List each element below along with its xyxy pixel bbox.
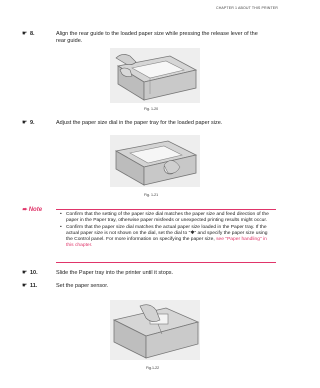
note-bullet: • Confirm that the setting of the paper size dial matches the paper size and feed direction of the paper in the Paper tray, otherwise paper misfeeds or unexpected printing results might occur.: [60, 212, 274, 224]
figure-1-21: [110, 135, 200, 187]
figure-1-22: [110, 300, 200, 360]
note-bullet-text: Confirm that the setting of the paper size dial matches the paper size and feed direction of the paper in the Paper tray, otherwise paper misfeeds or unexpected printing results might occur.: [66, 212, 269, 223]
note-list: [60, 212, 274, 250]
figure-1-20: [110, 48, 200, 103]
step-text: Slide the Paper tray into the printer until it stops.: [56, 270, 174, 276]
figure-caption: Fig. 1-21: [144, 193, 159, 197]
step-number: 9.: [30, 120, 35, 126]
step-number: 8.: [30, 31, 35, 37]
paper-sensor-illustration: [110, 300, 200, 360]
paper-tray-rear-guide-illustration: [110, 48, 200, 103]
chapter-header: CHAPTER 1 ABOUT THIS PRINTER: [216, 6, 278, 10]
step-number: 11.: [30, 283, 38, 289]
pointing-hand-icon: ☛: [22, 120, 28, 126]
step-8: [22, 31, 266, 45]
pointing-hand-icon: ☛: [22, 31, 28, 37]
step-10: [22, 270, 266, 277]
paper-size-dial-illustration: [110, 135, 200, 187]
step-number: 10.: [30, 270, 38, 276]
pointing-hand-icon: ☛: [22, 270, 28, 276]
step-11: [22, 283, 266, 290]
step-text: Align the rear guide to the loaded paper size while pressing the release lever of the rear guide.: [56, 31, 258, 44]
note-heading: [22, 206, 42, 213]
note-title: Note: [28, 207, 43, 213]
note-bottom-rule: [56, 262, 276, 263]
figure-caption: Fig.1-22: [146, 366, 160, 370]
note-bullet: • Confirm that the paper size dial matches the actual paper size loaded in the Paper tray. If the actual paper size is not shown on the dial, set the dial to "✱" and specify the paper size using the Control panel. For more information on specifying the paper size, see "Paper handling" in this chapter.: [60, 225, 268, 248]
note-top-rule: [56, 209, 276, 210]
step-9: [22, 120, 266, 127]
arrow-icon: ➨: [22, 207, 28, 213]
note-bullet-text: Confirm that the paper size dial matches the actual paper size loaded in the Paper tray. If the actual paper size is not shown on the dial, set the dial to "✱" and specify the paper size using the Control panel. For more information on specifying the paper size,: [66, 225, 268, 242]
step-text: Set the paper sensor.: [56, 283, 109, 289]
step-text: Adjust the paper size dial in the paper tray for the loaded paper size.: [56, 120, 223, 126]
paper-handling-link[interactable]: see "Paper handling" in this chapter.: [66, 237, 267, 248]
figure-caption: Fig. 1-20: [144, 107, 159, 111]
pointing-hand-icon: ☛: [22, 283, 28, 289]
